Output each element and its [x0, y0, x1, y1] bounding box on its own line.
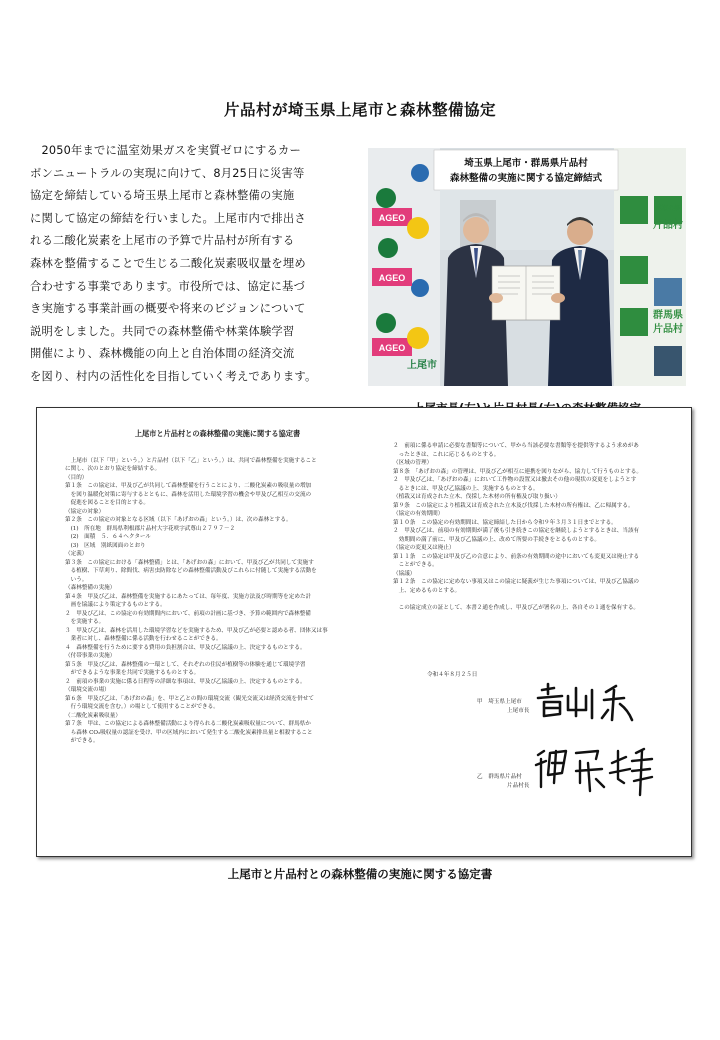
document-title: 上尾市と片品村との森林整備の実施に関する協定書 — [134, 429, 301, 438]
document-line: 第１０条 この協定の有効期間は、協定締結した日から令和９年３月３１日までとする。 — [393, 519, 617, 526]
document-line: 第２条 この協定の対象となる区域（以下「あげおの森」という。）は、次の森林とする。 — [65, 517, 292, 523]
document-line: ができる。 — [65, 738, 99, 744]
signature-katashina-mayor — [532, 743, 657, 803]
intro-paragraph: 2050年までに温室効果ガスを実質ゼロにするカー ボンニュートラルの実現に向けて、8月25日に災害等 協定を締結している埼玉県上尾市と森林整備の実施 に関して協定の締結を行いました。上尾市内で排出さ れる二酸化炭素を上尾市の予算で片品村が所有する 森林を整備することで生じる二酸化炭素吸収量を埋め 合わせする事業であります。市役所では、協定に基づ き実施する事業計画の概要や将来のビジョンについて 説明をしました。共同での森林整備や林業体験学習 開催により、森林機能の向上と自治体間の経済交流 を図り、村内の活性化を目指していく考えであります。 — [30, 144, 317, 383]
document-line: （協議） — [393, 570, 416, 577]
signer-ageo-org: 甲 埼玉県上尾市 — [477, 699, 522, 705]
document-line: 第３条 この協定における「森林整備」とは、「あげおの森」において、甲及び乙が共同して実施す — [65, 559, 314, 566]
banner-line-1: 埼玉県上尾市・群馬県片品村 — [464, 158, 588, 169]
document-right-column — [393, 442, 668, 612]
signer-ageo-title: 上尾市長 — [507, 707, 530, 714]
document-line: いう。 — [65, 576, 88, 583]
document-line: （目的） — [65, 474, 88, 481]
document-caption: 上尾市と片品村との森林整備の実施に関する協定書 — [227, 867, 493, 881]
document-line — [393, 595, 668, 604]
document-line: 上、定めるものとする。 — [393, 587, 461, 594]
document-line: （環境交流の場） — [65, 687, 110, 693]
gunma-label: 群馬県 — [653, 310, 683, 321]
document-line: 第１条 この協定は、甲及び乙が共同して森林整備を行うことにより、二酸化炭素の吸収量の増加 — [65, 483, 312, 489]
signer-katashina-title: 片品村長 — [507, 782, 530, 789]
signer-katashina-org: 乙 群馬県片品村 — [477, 774, 522, 780]
document-line: 画を協議により策定するものとする。 — [65, 602, 166, 608]
document-line: （区域の管理） — [393, 460, 433, 466]
document-line: る植樹、下草刈り、除間伐、病害虫防除などの森林整備活動及びこれらに付随して実施する活動を — [65, 568, 317, 574]
document-line: 行う環境交流を含む。）の場として使用することができる。 — [65, 704, 219, 710]
document-line: （定義） — [65, 551, 88, 557]
document-line: 第１１条 この協定は甲及び乙の合意により、前条の有効期間の途中においても変更又は廃止する — [393, 553, 640, 560]
document-line: 第７条 甲は、この協定による森林整備活動により得られる二酸化炭素吸収量について、群馬県か — [65, 721, 311, 727]
document-line: に関し、次のとおり協定を締結する。 — [65, 466, 161, 472]
banner-line-2: 森林整備の実施に関する協定締結式 — [449, 173, 603, 184]
document-line: ３ 甲及び乙は、森林を活用した環境学習などを実施するため、甲及び乙が必要と認める者、団体又は事 — [65, 627, 328, 634]
document-line: を実施する。 — [65, 619, 105, 625]
page-title: 片品村が埼玉県上尾市と森林整備協定 — [223, 101, 496, 119]
signer-katashina — [477, 773, 529, 790]
document-line: 第１２条 この協定に定めない事項又はこの協定に疑義が生じた事項については、甲及び乙協議の — [393, 579, 640, 585]
document-line: （森林整備の実施） — [65, 585, 116, 591]
document-date: 令和４年８月２５日 — [427, 672, 478, 678]
document-line: ２ 甲及び乙は、前項の有効期間が満了後も引き続きこの協定を継続しようとするときは、当該有 — [393, 528, 640, 534]
document-line: （協定の対象） — [65, 508, 105, 515]
ageo-logo-text: AGEO — [378, 213, 406, 223]
document-line: ったときは、これに応じるものとする。 — [393, 451, 500, 458]
document-line: ２ 前項の事業の実施に係る日程等の詳細な事項は、甲及び乙協議の上、決定するものとする。 — [65, 678, 306, 685]
document-line: を図り温暖化対策に寄与するとともに、森林を活用した環境学習の機会や甲及び乙相互の交流の — [65, 491, 312, 498]
document-line: （二酸化炭素吸収量） — [65, 712, 121, 719]
document-line: （付帯事業の実施） — [65, 653, 116, 659]
ceremony-banner — [434, 150, 618, 190]
signer-ageo — [477, 698, 529, 715]
document-line: ２ 甲及び乙は、「あげおの森」において工作物の設置又は撤去その他の現状の変更をしようとす — [393, 477, 637, 483]
document-left-column — [65, 430, 370, 746]
ageo-city-text: 上尾市 — [407, 360, 437, 371]
document-line: 第４条 甲及び乙は、森林整備を実施するにあたっては、毎年度、実施方法及び時期等を定めた計 — [65, 593, 312, 600]
document-line: ２ 前項に係る申請に必要な書類等について、甲から当該必要な書類等を提供等するよう求めがあ — [393, 443, 639, 449]
document-line: （植栽又は育成された立木、伐採した木材の所有権及び取り扱い） — [393, 494, 561, 500]
document-line: (2) 面積 ５．６４ヘクタール — [65, 534, 152, 540]
document-line: 第８条 「あげおの森」の管理は、甲及び乙が相互に連携を図りながら、協力して行うものとする。 — [393, 468, 642, 475]
document-line: (1) 所在地 群馬県利根郡片品村大字花咲字武尊山２７９７－２ — [65, 525, 236, 532]
document-line: ４ 森林整備を行うために要する費用の負担割合は、甲及び乙協議の上、決定するものとする。 — [65, 644, 306, 651]
document-line: 上尾市（以下「甲」という。）と片品村（以下「乙」という。）は、共同で森林整備を実施すること — [65, 457, 317, 464]
document-line: ２ 甲及び乙は、この協定の有効期間内において、前項の計画に基づき、予算の範囲内で森林整備 — [65, 610, 311, 617]
document-line: 第５条 甲及び乙は、森林整備の一環として、それぞれの住民が植樹等の体験を通じて環境学習 — [65, 661, 306, 668]
ceremony-photo-illustration — [368, 148, 686, 386]
agreement-document — [36, 407, 692, 857]
document-line: ことができる。 — [393, 562, 438, 568]
document-line: 促進を図ることを目的とする。 — [65, 500, 149, 506]
document-line: （協定の変更又は廃止） — [393, 545, 455, 551]
ageo-logo-text: AGEO — [378, 343, 406, 353]
document-line: 第９条 この協定により植栽又は育成された立木及び伐採した木材の所有権は、乙に帰属する。 — [393, 502, 634, 509]
document-line: この協定成立の証として、本書２通を作成し、甲及び乙が署名の上、各自その１通を保有する。 — [393, 604, 640, 611]
document-line: ら森林 CO₂吸収量の認証を受け、甲の区域内において発生する二酸化炭素排出量と相殺すること — [65, 729, 313, 736]
katashina-label: 片品村 — [653, 220, 683, 231]
ceremony-photo — [368, 148, 686, 386]
document-line: るときには、甲及び乙協議の上、実施するものとする。 — [393, 485, 539, 492]
document-line: (3) 区域 別紙図面のとおり — [65, 542, 146, 549]
ageo-logo-text: AGEO — [378, 273, 406, 283]
document-line: ができるような事業を共同で実施するものとする。 — [65, 670, 200, 676]
document-line: 第６条 甲及び乙は、「あげおの森」を、甲と乙との間の環境交流（観光交流又は経済交流を併せて — [65, 695, 314, 702]
document-line: 効期間の満了前に、甲及び乙協議の上、改めて所要の手続きをとるものとする。 — [393, 536, 600, 543]
katashina-small-text: 尾瀬の郷 — [655, 205, 681, 212]
signature-ageo-mayor — [532, 680, 642, 728]
document-line: （協定の有効期間） — [393, 511, 444, 517]
katashina-label: 片品村 — [653, 324, 683, 335]
document-line: 業者に対し、森林整備に係る活動を行わせることができる。 — [65, 636, 222, 642]
